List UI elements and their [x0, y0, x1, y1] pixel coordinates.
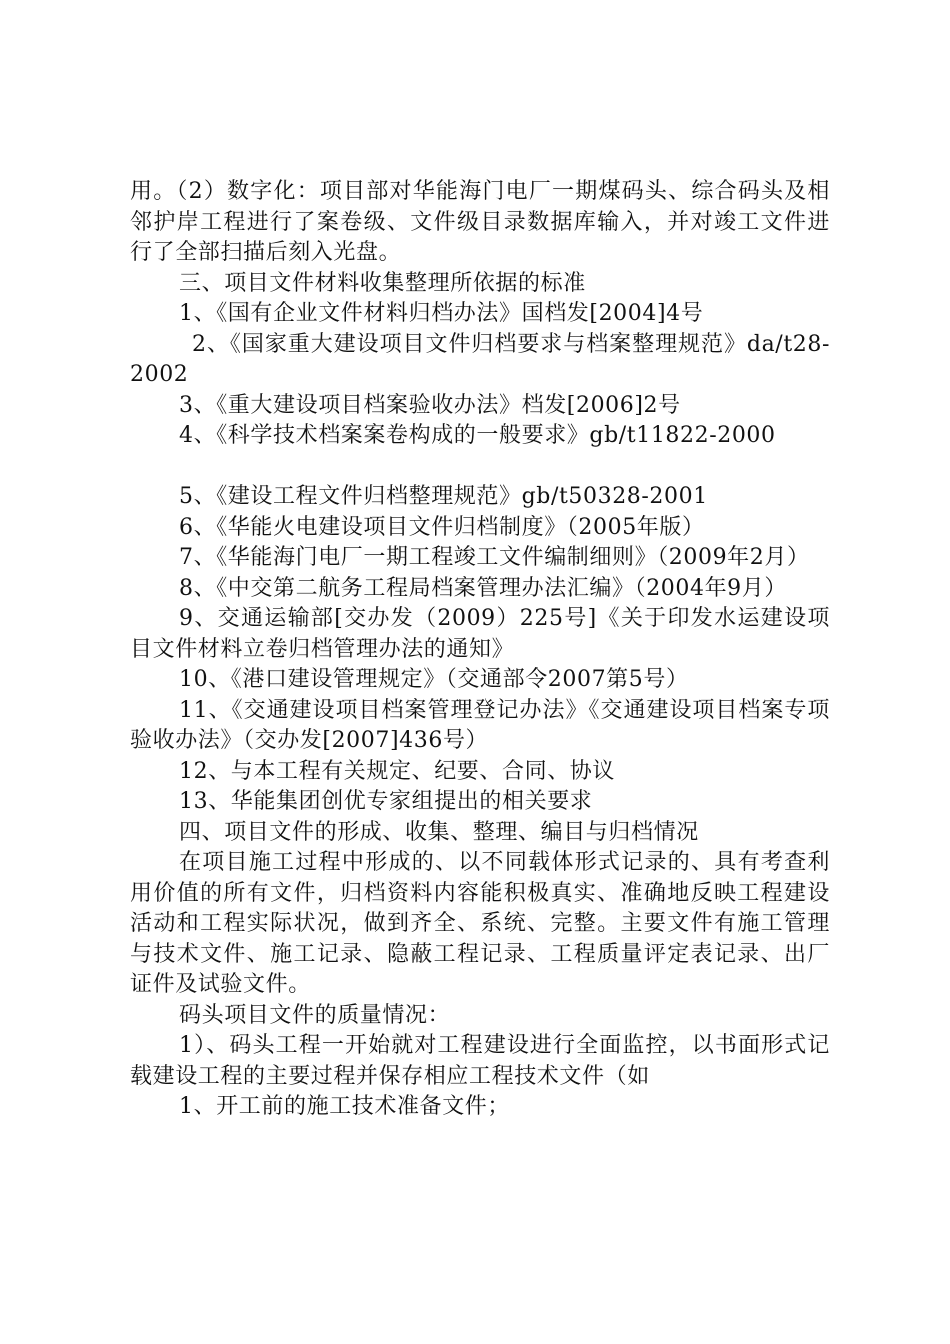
paragraph-quality-item-1: 1）、码头工程一开始就对工程建设进行全面监控，以书面形式记载建设工程的主要过程并保存相应工程技术文件（如	[130, 1033, 830, 1089]
standard-item-1: 1、《国有企业文件材料归档办法》国档发[2004]4号	[179, 301, 704, 326]
paragraph-quality-heading: 码头项目文件的质量情况：	[179, 1002, 451, 1028]
standard-item-6: 6、《华能火电建设项目文件归档制度》（2005年版）	[179, 514, 705, 540]
standard-item-7: 7、《华能海门电厂一期工程竣工文件编制细则》（2009年2月）	[179, 545, 810, 570]
standard-item-12: 12、与本工程有关规定、纪要、合同、协议	[179, 758, 615, 784]
paragraph-prep-documents: 1、开工前的施工技术准备文件；	[179, 1094, 510, 1119]
standard-item-5: 5、《建设工程文件归档整理规范》gb/t50328-2001	[179, 484, 708, 509]
standard-item-10: 10、《港口建设管理规定》（交通部令2007第5号）	[179, 667, 689, 692]
section-heading-archiving: 四、项目文件的形成、收集、整理、编目与归档情况	[179, 819, 699, 845]
document-body	[130, 177, 830, 1123]
standard-item-11: 11、《交通建设项目档案管理登记办法》《交通建设项目档案专项验收办法》（交办发[2007]436号）	[130, 697, 830, 753]
standard-item-2: 2、《国家重大建设项目文件归档要求与档案整理规范》da/t28-2002	[130, 331, 830, 387]
standard-item-9: 9、交通运输部[交办发（2009）225号]《关于印发水运建设项目文件材料立卷归档管理办法的通知》	[130, 606, 830, 662]
standard-item-13: 13、华能集团创优专家组提出的相关要求	[179, 789, 593, 814]
paragraph-digitization: 用。（2）数字化：项目部对华能海门电厂一期煤码头、综合码头及相邻护岸工程进行了案卷级、文件级目录数据库输入，并对竣工文件进行了全部扫描后刻入光盘。	[130, 179, 830, 265]
standard-item-3: 3、《重大建设项目档案验收办法》档发[2006]2号	[179, 392, 681, 418]
standard-item-8: 8、《中交第二航务工程局档案管理办法汇编》（2004年9月）	[179, 575, 787, 601]
paragraph-project-files: 在项目施工过程中形成的、以不同载体形式记录的、具有考查利用价值的所有文件，归档资料内容能积极真实、准确地反映工程建设活动和工程实际状况，做到齐全、系统、完整。主要文件有施工管理与技术文件、施工记录、隐蔽工程记录、工程质量评定表记录、出厂证件及试验文件。	[130, 850, 830, 997]
section-heading-standards: 三、项目文件材料收集整理所依据的标准	[179, 270, 586, 296]
standard-item-4: 4、《科学技术档案案卷构成的一般要求》gb/t11822-2000	[179, 423, 776, 448]
